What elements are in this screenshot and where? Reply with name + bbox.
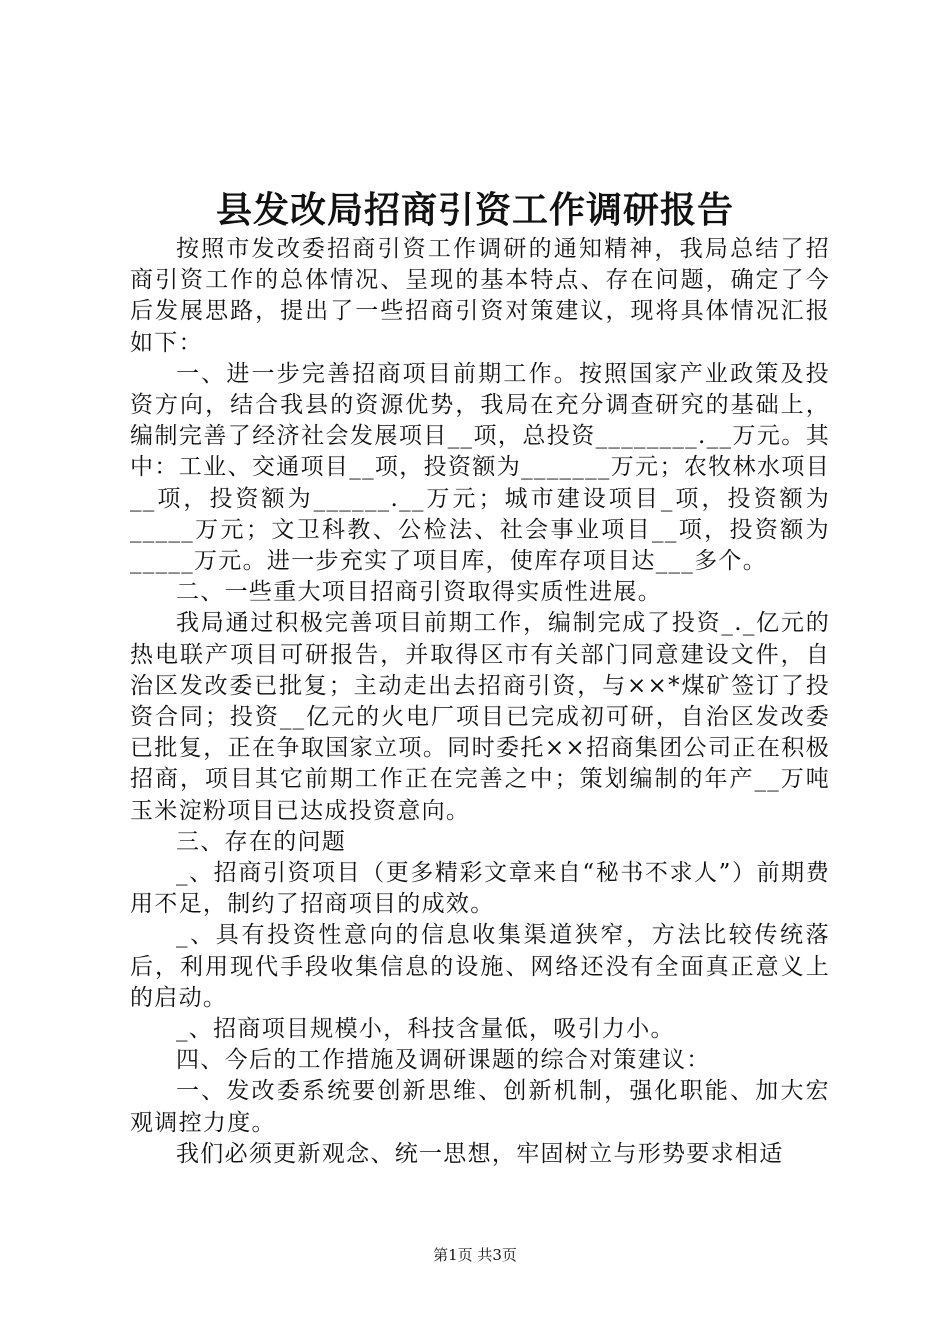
- paragraph: _、具有投资性意向的信息收集渠道狭窄，方法比较传统落后，利用现代手段收集信息的设施、网络还没有全面真正意义上的启动。: [130, 922, 830, 1011]
- page-footer: 第1页 共3页: [433, 1246, 517, 1264]
- paragraph: 二、一些重大项目招商引资取得实质性进展。: [176, 579, 662, 606]
- paragraph: 我们必须更新观念、统一思想，牢固树立与形势要求相适: [176, 1140, 784, 1167]
- paragraph: 三、存在的问题: [176, 828, 347, 855]
- paragraph: _、招商项目规模小，科技含量低，吸引力小。: [176, 1016, 675, 1043]
- paragraph: 四、今后的工作措施及调研课题的综合对策建议：: [176, 1047, 711, 1074]
- paragraph: 按照市发改委招商引资工作调研的通知精神，我局总结了招商引资工作的总体情况、呈现的基本特点、存在问题，确定了今后发展思路，提出了一些招商引资对策建议，现将具体情况汇报如下：: [130, 236, 830, 356]
- paragraph: 我局通过积极完善项目前期工作，编制完成了投资_._亿元的热电联产项目可研报告，并取得区市有关部门同意建设文件，自治区发改委已批复；主动走出去招商引资，与××*煤矿签订了投资合同；投资__亿元的火电厂项目已完成初可研，自治区发改委已批复，正在争取国家立项。同时委托××招商集团公司正在积极招商，项目其它前期工作正在完善之中；策划编制的年产__万吨玉米淀粉项目已达成投资意向。: [130, 610, 830, 824]
- paragraph: 一、进一步完善招商项目前期工作。按照国家产业政策及投资方向，结合我县的资源优势，我局在充分调查研究的基础上，编制完善了经济社会发展项目__项，总投资________.__万元。其中：工业、交通项目__项，投资额为_______万元；农牧林水项目__项，投资额为______.__万元；城市建设项目_项，投资额为_____万元；文卫科教、公检法、社会事业项目__项，投资额为_____万元。进一步充实了项目库，使库存项目达___多个。: [130, 360, 830, 575]
- document-body: [130, 234, 830, 1170]
- paragraph: 一、发改委系统要创新思维、创新机制，强化职能、加大宏观调控力度。: [130, 1078, 830, 1136]
- paragraph: _、招商引资项目（更多精彩文章来自“秘书不求人”）前期费用不足，制约了招商项目的成效。: [130, 860, 830, 918]
- document-title: 县发改局招商引资工作调研报告: [215, 189, 734, 231]
